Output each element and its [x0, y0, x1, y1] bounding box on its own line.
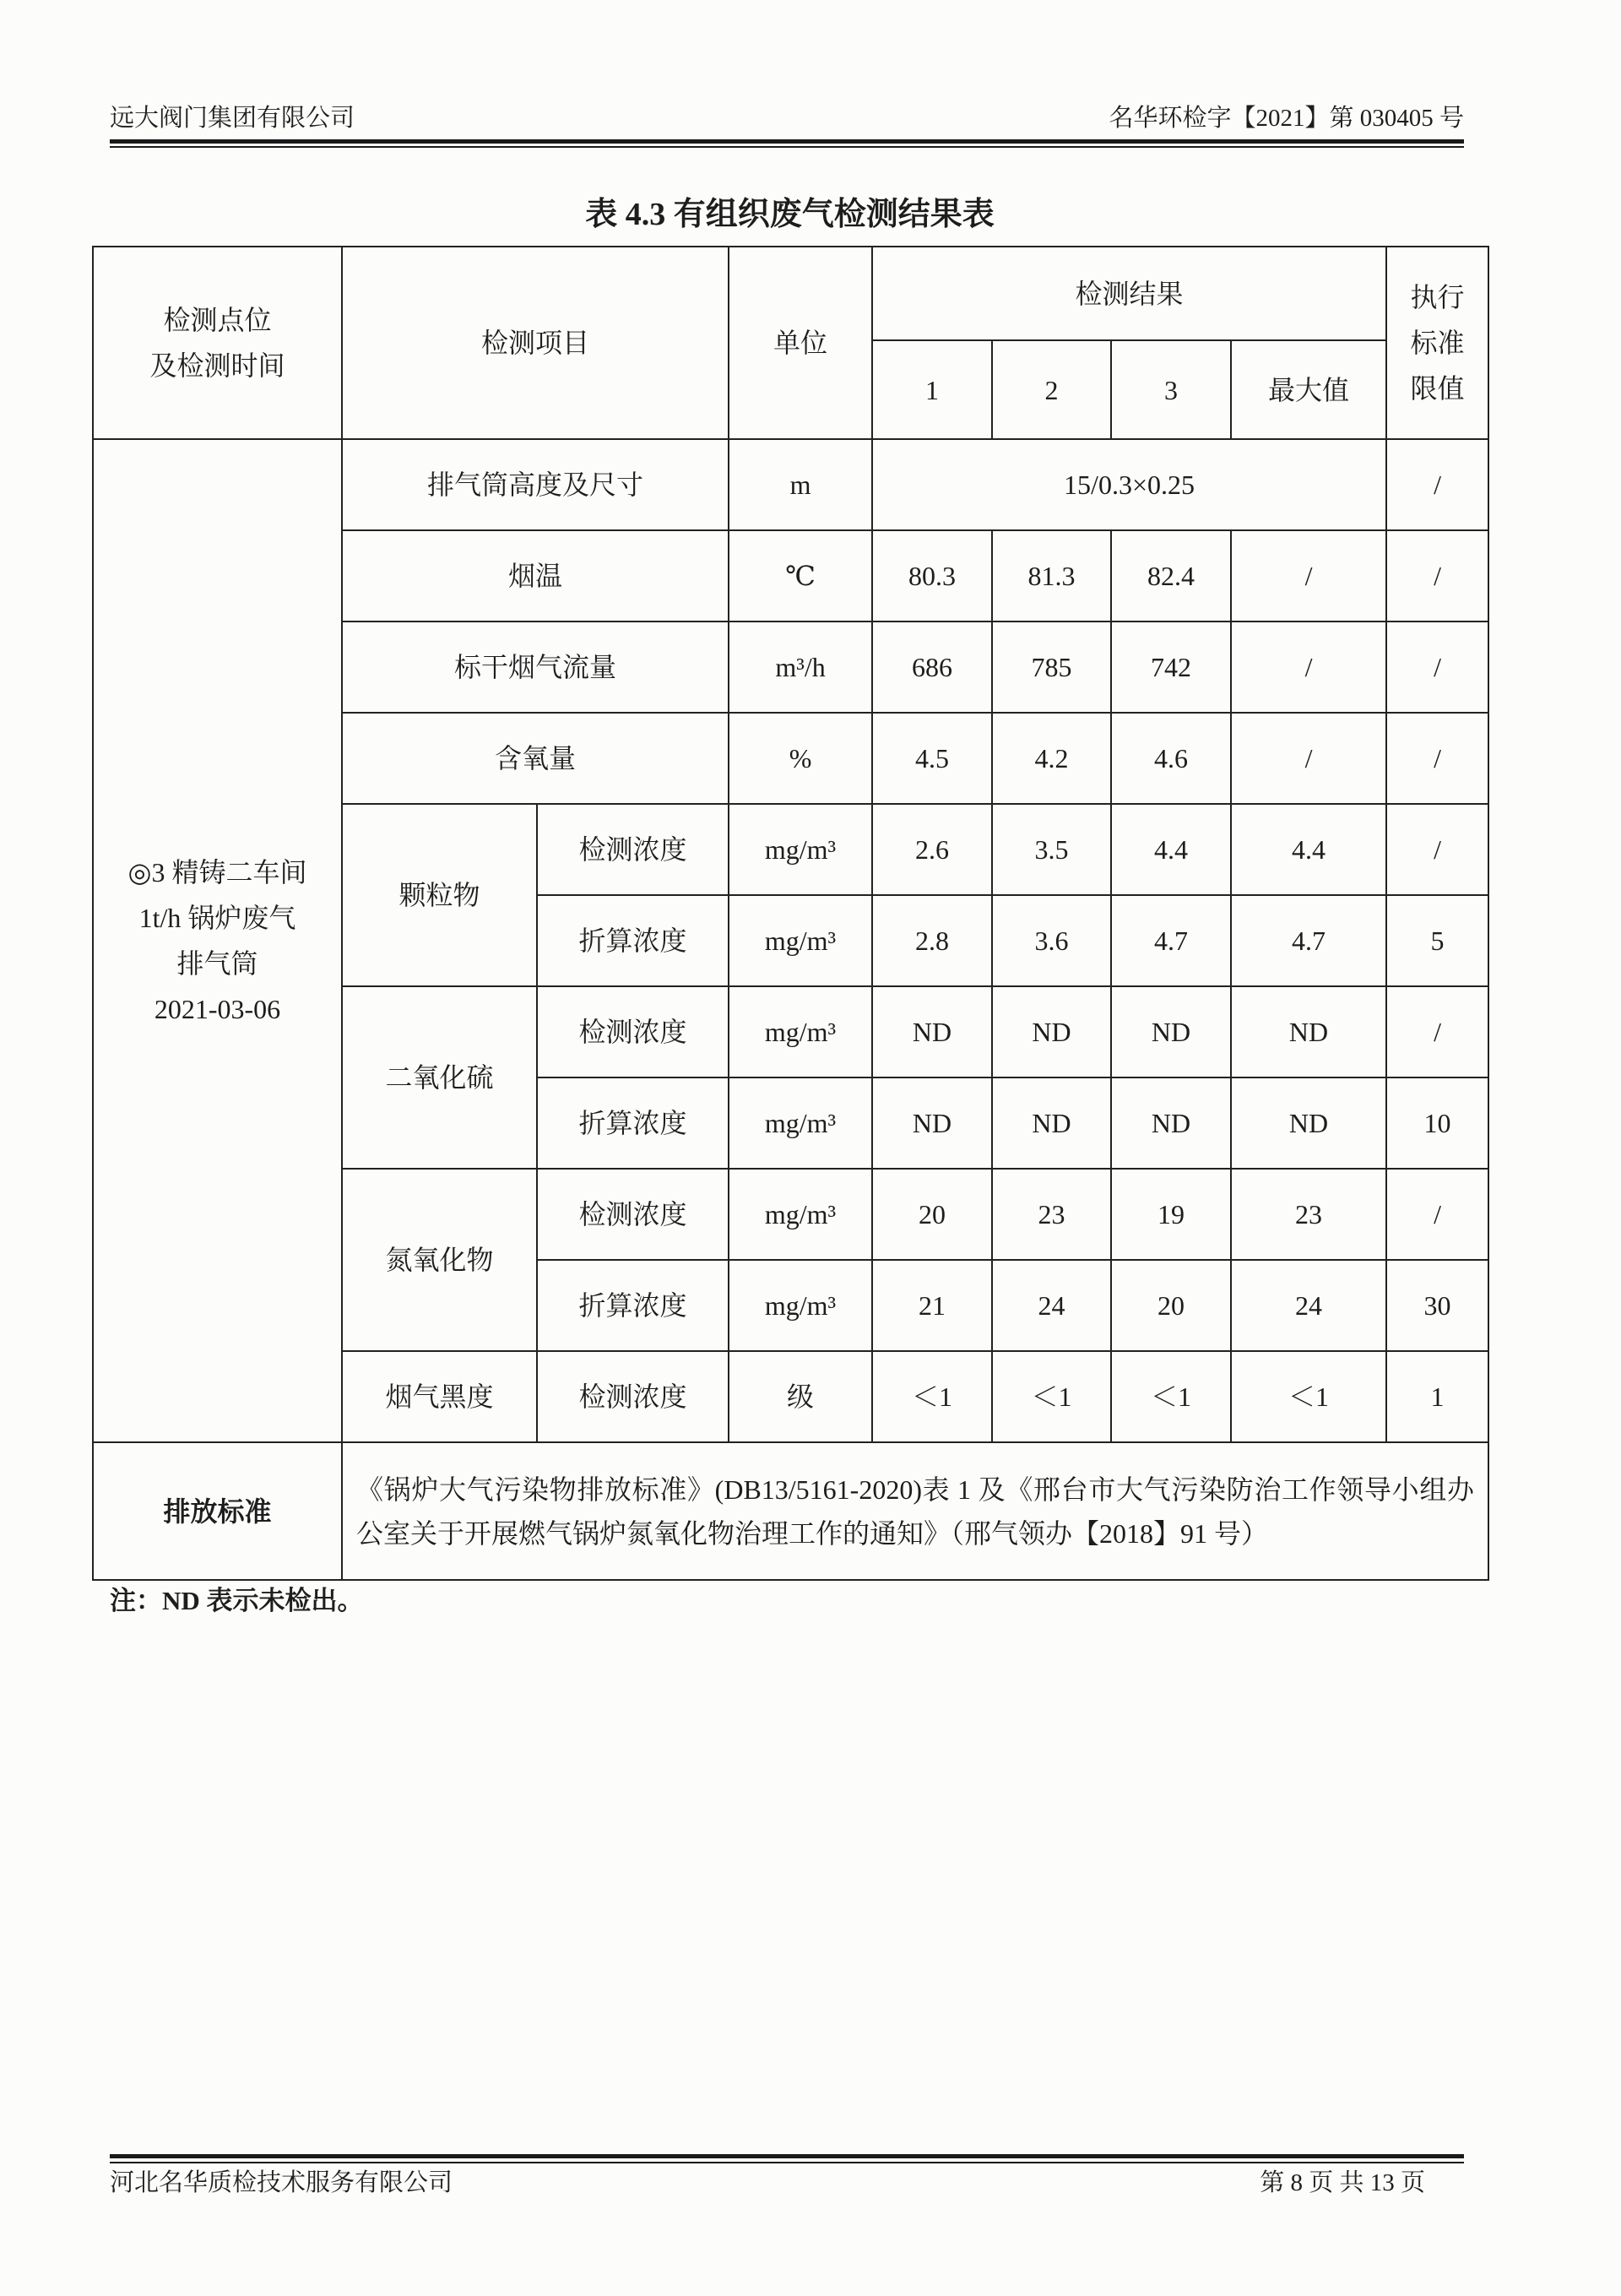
- result-cell: 2.8: [872, 895, 992, 986]
- unit-cell: mg/m³: [729, 986, 872, 1077]
- result-cell: 686: [872, 621, 992, 713]
- result-max-cell: /: [1231, 713, 1386, 804]
- item-sub-cell: 检测浓度: [537, 1351, 729, 1442]
- unit-cell: mg/m³: [729, 895, 872, 986]
- result-cell: ND: [992, 1077, 1111, 1169]
- limit-cell: /: [1386, 621, 1488, 713]
- result-cell: 21: [872, 1260, 992, 1351]
- item-group-cell: 烟气黑度: [342, 1351, 537, 1442]
- result-cell: ＜1: [872, 1351, 992, 1442]
- head-col-1: 1: [872, 340, 992, 439]
- standard-row: [93, 1442, 1488, 1580]
- result-max-cell: /: [1231, 621, 1386, 713]
- standard-label-cell: 排放标准: [93, 1442, 342, 1580]
- item-group-cell: 氮氧化物: [342, 1169, 537, 1351]
- item-sub-cell: 折算浓度: [537, 1260, 729, 1351]
- limit-cell: /: [1386, 804, 1488, 895]
- footer-company: 河北名华质检技术服务有限公司: [110, 2169, 453, 2196]
- item-sub-cell: 检测浓度: [537, 986, 729, 1077]
- unit-cell: mg/m³: [729, 1169, 872, 1260]
- result-cell: 4.2: [992, 713, 1111, 804]
- head-location-line: 检测点位: [163, 305, 272, 335]
- head-limit-cell: [1386, 247, 1488, 439]
- limit-cell: /: [1386, 439, 1488, 530]
- item-sub-cell: 检测浓度: [537, 804, 729, 895]
- footer-page-number: 第 8 页 共 13 页: [1260, 2169, 1425, 2196]
- result-max-cell: 24: [1231, 1260, 1386, 1351]
- result-cell: 24: [992, 1260, 1111, 1351]
- result-cell: ND: [1111, 1077, 1231, 1169]
- result-max-cell: ND: [1231, 1077, 1386, 1169]
- result-cell: 23: [992, 1169, 1111, 1260]
- result-cell: 3.6: [992, 895, 1111, 986]
- limit-cell: /: [1386, 986, 1488, 1077]
- table-note: 注：ND 表示未检出。: [110, 1586, 364, 1615]
- result-max-cell: 4.4: [1231, 804, 1386, 895]
- result-cell: 80.3: [872, 530, 992, 621]
- location-line: 1t/h 锅炉废气: [138, 903, 296, 933]
- limit-cell: /: [1386, 530, 1488, 621]
- limit-cell: /: [1386, 1169, 1488, 1260]
- item-sub-cell: 折算浓度: [537, 1077, 729, 1169]
- head-col-3: 3: [1111, 340, 1231, 439]
- item-cell: 排气筒高度及尺寸: [342, 439, 729, 530]
- unit-cell: mg/m³: [729, 1260, 872, 1351]
- head-limit-line: 限值: [1410, 373, 1465, 404]
- table-title: 表 4.3 有组织废气检测结果表: [585, 197, 995, 232]
- unit-cell: m: [729, 439, 872, 530]
- result-cell: ＜1: [1111, 1351, 1231, 1442]
- unit-cell: 级: [729, 1351, 872, 1442]
- result-cell: 785: [992, 621, 1111, 713]
- head-col-2: 2: [992, 340, 1111, 439]
- limit-cell: 30: [1386, 1260, 1488, 1351]
- header-report-number: 名华环检字【2021】第 030405 号: [1109, 105, 1464, 132]
- header-rule-thin: [110, 146, 1464, 148]
- location-line: 2021-03-06: [154, 994, 281, 1024]
- head-unit-cell: 单位: [729, 247, 872, 439]
- emission-results-table: [92, 246, 1489, 1581]
- item-cell: 标干烟气流量: [342, 621, 729, 713]
- header-row-1: [93, 247, 1488, 340]
- result-cell: 4.6: [1111, 713, 1231, 804]
- item-group-cell: 二氧化硫: [342, 986, 537, 1169]
- head-limit-line: 标准: [1410, 328, 1465, 358]
- item-group-cell: 颗粒物: [342, 804, 537, 986]
- location-line: ◎3 精铸二车间: [127, 857, 307, 887]
- header-company: 远大阀门集团有限公司: [110, 105, 355, 132]
- result-cell: 2.6: [872, 804, 992, 895]
- head-results-cell: 检测结果: [872, 247, 1386, 340]
- location-cell: [93, 439, 342, 1442]
- head-col-max: 最大值: [1231, 340, 1386, 439]
- item-cell: 含氧量: [342, 713, 729, 804]
- header-rule-thick: [110, 139, 1464, 144]
- head-location-line: 及检测时间: [149, 350, 285, 381]
- unit-cell: %: [729, 713, 872, 804]
- table-row: [93, 439, 1488, 530]
- result-cell: ND: [992, 986, 1111, 1077]
- result-max-cell: ND: [1231, 986, 1386, 1077]
- limit-cell: 5: [1386, 895, 1488, 986]
- result-merged-cell: 15/0.3×0.25: [872, 439, 1386, 530]
- footer-rule-thin: [110, 2162, 1464, 2163]
- result-max-cell: 23: [1231, 1169, 1386, 1260]
- result-cell: 81.3: [992, 530, 1111, 621]
- result-cell: ND: [872, 986, 992, 1077]
- unit-cell: mg/m³: [729, 1077, 872, 1169]
- location-line: 排气筒: [176, 948, 258, 979]
- unit-cell: m³/h: [729, 621, 872, 713]
- result-cell: 4.5: [872, 713, 992, 804]
- result-max-cell: /: [1231, 530, 1386, 621]
- unit-cell: ℃: [729, 530, 872, 621]
- head-item-cell: 检测项目: [342, 247, 729, 439]
- result-cell: 20: [1111, 1260, 1231, 1351]
- unit-cell: mg/m³: [729, 804, 872, 895]
- result-cell: ND: [1111, 986, 1231, 1077]
- result-max-cell: ＜1: [1231, 1351, 1386, 1442]
- result-max-cell: 4.7: [1231, 895, 1386, 986]
- result-cell: 3.5: [992, 804, 1111, 895]
- limit-cell: 1: [1386, 1351, 1488, 1442]
- result-cell: 82.4: [1111, 530, 1231, 621]
- result-cell: ND: [872, 1077, 992, 1169]
- item-sub-cell: 检测浓度: [537, 1169, 729, 1260]
- head-limit-line: 执行: [1410, 282, 1465, 312]
- item-cell: 烟温: [342, 530, 729, 621]
- limit-cell: /: [1386, 713, 1488, 804]
- result-cell: 742: [1111, 621, 1231, 713]
- standard-text-cell: 《锅炉大气污染物排放标准》(DB13/5161-2020)表 1 及《邢台市大气污染防治工作领导小组办公室关于开展燃气锅炉氮氧化物治理工作的通知》（邢气领办【2018】91 号）: [342, 1442, 1488, 1580]
- item-sub-cell: 折算浓度: [537, 895, 729, 986]
- result-cell: ＜1: [992, 1351, 1111, 1442]
- result-cell: 20: [872, 1169, 992, 1260]
- footer-rule-thick: [110, 2154, 1464, 2158]
- result-cell: 4.4: [1111, 804, 1231, 895]
- result-cell: 19: [1111, 1169, 1231, 1260]
- result-cell: 4.7: [1111, 895, 1231, 986]
- limit-cell: 10: [1386, 1077, 1488, 1169]
- head-location-cell: [93, 247, 342, 439]
